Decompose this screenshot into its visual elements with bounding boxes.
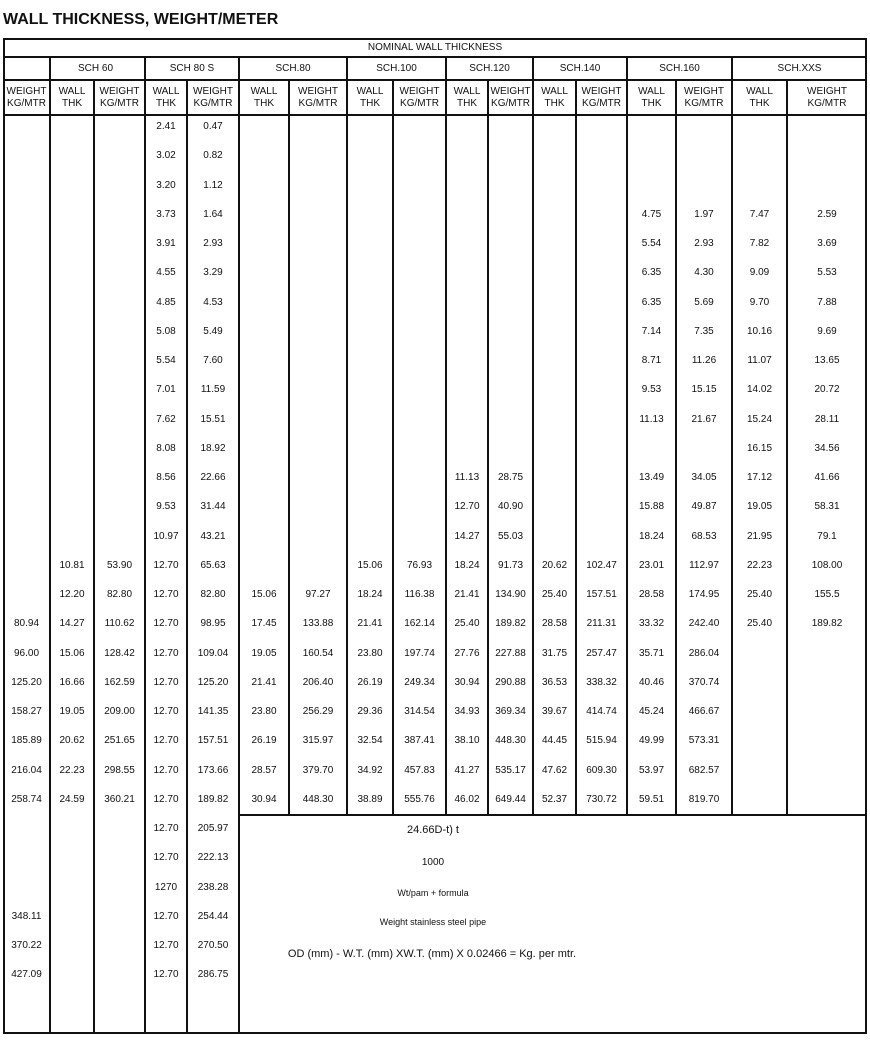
table-cell: 21.67: [691, 413, 717, 425]
table-cell: 40.90: [497, 501, 524, 513]
table-cell: 43.21: [200, 530, 226, 542]
table-cell: 7.01: [156, 384, 176, 396]
table-cell: 1.12: [203, 179, 223, 191]
table-cell: 31.44: [200, 501, 226, 513]
column-rule: [487, 80, 489, 815]
table-cell: 12.70: [153, 852, 179, 864]
table-cell: 3.20: [156, 179, 176, 191]
formula-note-2: 1000: [421, 857, 445, 868]
group-header-4: SCH.100: [376, 63, 417, 74]
table-cell: 79.1: [817, 530, 837, 542]
group-row-rule: [3, 79, 867, 81]
table-cell: 65.63: [200, 559, 226, 571]
table-cell: 174.95: [688, 589, 720, 600]
column-rule: [675, 80, 677, 815]
table-cell: 197.74: [404, 647, 435, 659]
table-cell: 7.82: [749, 238, 770, 249]
table-cell: 5.08: [156, 325, 176, 337]
table-cell: 16.15: [746, 442, 773, 454]
table-cell: 205.97: [197, 823, 229, 834]
table-cell: 41.66: [814, 472, 840, 483]
table-cell: 30.94: [251, 793, 277, 805]
table-cell: 8.71: [641, 355, 662, 366]
table-cell: 7.62: [156, 413, 176, 425]
table-cell: 58.31: [814, 501, 840, 513]
table-cell: 38.89: [357, 793, 383, 805]
group-header-5: SCH.120: [469, 63, 510, 74]
table-cell: 379.70: [302, 764, 334, 776]
table-cell: 242.40: [688, 618, 720, 630]
table-cell: 53.97: [638, 764, 665, 776]
table-cell: 28.58: [541, 618, 568, 630]
weight-header: WEIGHT KG/MTR: [490, 86, 531, 109]
weight-header: WEIGHT KG/MTR: [807, 86, 847, 109]
table-cell: 12.70: [153, 589, 179, 600]
table-cell: 34.56: [814, 442, 840, 454]
table-cell: 227.88: [495, 647, 526, 659]
table-cell: 15.06: [59, 647, 85, 659]
wall-thk-header: WALL THK: [453, 86, 481, 109]
table-cell: 19.05: [746, 501, 773, 513]
weight-header: WEIGHT KG/MTR: [684, 86, 724, 109]
table-cell: 32.54: [357, 735, 383, 747]
table-cell: 360.21: [104, 793, 135, 805]
table-cell: 28.58: [638, 589, 665, 600]
table-cell: 11.13: [639, 413, 664, 425]
table-cell: 25.40: [746, 618, 773, 630]
table-cell: 35.71: [638, 647, 665, 659]
table-cell: 53.90: [106, 559, 133, 571]
table-cell: 3.29: [203, 267, 223, 279]
table-cell: 2.41: [156, 121, 176, 132]
table-cell: 448.30: [302, 793, 334, 805]
table-cell: 47.62: [541, 764, 568, 776]
table-cell: 38.10: [454, 735, 480, 747]
table-cell: 116.38: [404, 589, 435, 600]
table-cell: 15.15: [691, 384, 717, 396]
table-cell: 15.06: [251, 589, 277, 600]
table-cell: 108.00: [811, 559, 843, 571]
table-cell: 5.49: [203, 325, 223, 337]
table-cell: 22.23: [59, 764, 85, 776]
table-cell: 12.70: [153, 764, 179, 776]
table-cell: 189.82: [811, 618, 843, 630]
table-cell: 3.69: [817, 238, 837, 249]
table-cell: 2.59: [817, 208, 837, 220]
table-cell: 23.80: [357, 647, 383, 659]
table-cell: 6.35: [641, 296, 662, 308]
table-cell: 97.27: [305, 589, 331, 600]
table-cell: 185.89: [11, 735, 42, 747]
table-cell: 0.82: [203, 150, 223, 162]
table-cell: 286.75: [197, 969, 229, 981]
table-cell: 34.05: [691, 472, 717, 483]
table-cell: 15.51: [200, 413, 226, 425]
table-cell: 286.04: [688, 647, 720, 659]
table-cell: 21.41: [357, 618, 383, 630]
formula-area-rule: [239, 814, 867, 816]
table-cell: 155.5: [814, 589, 840, 600]
table-cell: 0.47: [203, 121, 223, 132]
table-cell: 257.47: [586, 647, 617, 659]
table-cell: 9.70: [749, 296, 770, 308]
table-cell: 20.72: [814, 384, 840, 396]
group-header-2: SCH 80 S: [169, 63, 215, 74]
table-cell: 12.20: [59, 589, 85, 600]
table-cell: 28.75: [497, 472, 524, 483]
table-cell: 110.62: [104, 618, 135, 630]
weight-header: WEIGHT KG/MTR: [6, 86, 47, 109]
table-cell: 9.53: [156, 501, 176, 513]
table-cell: 10.16: [746, 325, 773, 337]
table-cell: 13.65: [814, 355, 840, 366]
table-cell: 251.65: [104, 735, 135, 747]
table-cell: 125.20: [11, 676, 42, 688]
table-cell: 33.32: [638, 618, 665, 630]
column-rule: [731, 57, 733, 815]
table-cell: 157.51: [586, 589, 617, 600]
weight-header: WEIGHT KG/MTR: [581, 86, 622, 109]
wall-thk-header: WALL THK: [356, 86, 384, 109]
table-cell: 4.30: [694, 267, 714, 279]
table-cell: 28.11: [814, 413, 840, 425]
table-cell: 12.70: [153, 618, 179, 630]
column-rule: [445, 57, 447, 815]
table-cell: 41.27: [454, 764, 480, 776]
table-cell: 162.14: [404, 618, 435, 630]
table-cell: 12.70: [153, 735, 179, 747]
table-cell: 160.54: [302, 647, 334, 659]
table-cell: 96.00: [13, 647, 40, 659]
group-header-7: SCH.160: [659, 63, 700, 74]
table-cell: 573.31: [688, 735, 720, 747]
table-cell: 98.95: [200, 618, 226, 630]
table-cell: 3.91: [156, 238, 176, 249]
table-cell: 7.47: [749, 208, 770, 220]
table-cell: 109.04: [197, 647, 229, 659]
table-cell: 9.69: [817, 325, 837, 337]
table-cell: 7.88: [817, 296, 837, 308]
table-cell: 25.40: [541, 589, 568, 600]
table-cell: 30.94: [454, 676, 480, 688]
table-cell: 414.74: [586, 706, 617, 717]
table-cell: 15.06: [357, 559, 383, 571]
table-cell: 3.73: [156, 208, 176, 220]
table-cell: 609.30: [586, 764, 617, 776]
column-rule: [575, 80, 577, 815]
wall-thk-header: WALL THK: [638, 86, 665, 109]
table-cell: 7.60: [203, 355, 223, 366]
table-cell: 4.55: [156, 267, 176, 279]
table-cell: 10.97: [153, 530, 179, 542]
table-cell: 254.44: [197, 910, 229, 922]
table-cell: 34.92: [357, 764, 383, 776]
table-cell: 298.55: [104, 764, 135, 776]
table-cell: 682.57: [688, 764, 720, 776]
table-cell: 4.85: [156, 296, 176, 308]
table-cell: 21.95: [746, 530, 773, 542]
table-cell: 133.88: [302, 618, 334, 630]
table-cell: 28.57: [251, 764, 277, 776]
table-cell: 134.90: [495, 589, 526, 600]
table-cell: 12.70: [153, 969, 179, 981]
table-cell: 36.53: [541, 676, 568, 688]
table-cell: 26.19: [251, 735, 277, 747]
table-cell: 31.75: [541, 647, 568, 659]
table-cell: 102.47: [586, 559, 617, 571]
table-cell: 387.41: [404, 735, 435, 747]
table-cell: 448.30: [495, 735, 526, 747]
table-cell: 125.20: [197, 676, 229, 688]
table-cell: 369.34: [495, 706, 526, 717]
table-cell: 128.42: [104, 647, 135, 659]
table-cell: 18.92: [200, 442, 226, 454]
table-cell: 52.37: [541, 793, 568, 805]
wall-thk-header: WALL THK: [250, 86, 278, 109]
table-cell: 23.01: [638, 559, 665, 571]
table-cell: 370.22: [11, 940, 42, 951]
table-cell: 158.27: [11, 706, 42, 717]
table-cell: 12.70: [153, 823, 179, 834]
table-cell: 157.51: [197, 735, 229, 747]
group-header-6: SCH.140: [559, 63, 601, 74]
table-cell: 12.70: [454, 501, 480, 513]
table-cell: 49.99: [638, 735, 665, 747]
weight-header: WEIGHT KG/MTR: [99, 86, 140, 109]
table-cell: 19.05: [59, 706, 85, 717]
table-cell: 14.02: [746, 384, 773, 396]
table-cell: 17.45: [251, 618, 277, 630]
table-cell: 91.73: [497, 559, 524, 571]
table-cell: 11.07: [747, 355, 772, 366]
table-cell: 11.26: [691, 355, 717, 366]
table-cell: 21.41: [454, 589, 480, 600]
table-cell: 22.66: [200, 472, 226, 483]
table-cell: 21.41: [251, 676, 277, 688]
table-cell: 20.62: [541, 559, 568, 571]
formula-note-3: Wt/pam + formula: [397, 888, 469, 898]
table-cell: 141.35: [197, 706, 229, 717]
table-cell: 112.97: [689, 559, 719, 571]
table-cell: 59.51: [638, 793, 665, 805]
table-cell: 730.72: [586, 793, 617, 805]
table-cell: 173.66: [197, 764, 229, 776]
group-header-3: SCH.80: [275, 63, 311, 74]
column-rule: [288, 80, 290, 815]
table-cell: 338.32: [586, 676, 617, 688]
table-cell: 222.13: [197, 852, 229, 864]
table-cell: 270.50: [197, 940, 229, 951]
table-cell: 26.19: [357, 676, 383, 688]
table-cell: 68.53: [691, 530, 717, 542]
formula-note-1: 24.66D-t) t: [407, 824, 459, 836]
column-rule: [49, 57, 51, 1034]
table-cell: 555.76: [404, 793, 435, 805]
table-cell: 162.59: [104, 676, 135, 688]
table-cell: 189.82: [495, 618, 526, 630]
table-cell: 82.80: [200, 589, 226, 600]
table-cell: 45.24: [638, 706, 665, 717]
table-cell: 290.88: [495, 676, 526, 688]
table-cell: 9.09: [749, 267, 770, 279]
table-cell: 819.70: [688, 793, 720, 805]
page-title: WALL THICKNESS, WEIGHT/METER: [3, 11, 279, 28]
table-cell: 18.24: [357, 589, 383, 600]
table-cell: 427.09: [11, 969, 42, 981]
table-cell: 12.70: [153, 706, 179, 717]
formula-note-4: Weight stainless steel pipe: [379, 917, 487, 927]
table-cell: 2.93: [694, 238, 714, 249]
table-cell: 649.44: [495, 793, 526, 805]
table-cell: 12.70: [153, 676, 179, 688]
table-cell: 19.05: [251, 647, 277, 659]
nominal-wall-thickness-label: NOMINAL WALL THICKNESS: [367, 42, 503, 53]
table-cell: 457.83: [404, 764, 435, 776]
weight-header: WEIGHT KG/MTR: [399, 86, 440, 109]
table-cell: 14.27: [454, 530, 480, 542]
table-cell: 3.02: [156, 150, 176, 162]
table-cell: 206.40: [302, 676, 334, 688]
table-cell: 11.59: [200, 384, 226, 396]
table-cell: 16.66: [59, 676, 85, 688]
table-cell: 49.87: [691, 501, 717, 513]
table-cell: 23.80: [251, 706, 277, 717]
table-cell: 348.11: [11, 910, 42, 922]
table-cell: 9.53: [641, 384, 662, 396]
wall-thk-header: WALL THK: [746, 86, 773, 109]
table-cell: 27.76: [454, 647, 480, 659]
table-cell: 8.56: [156, 472, 176, 483]
table-cell: 256.29: [302, 706, 334, 717]
table-cell: 515.94: [586, 735, 617, 747]
column-rule: [346, 57, 348, 815]
table-cell: 22.23: [746, 559, 773, 571]
table-cell: 44.45: [541, 735, 568, 747]
table-cell: 15.24: [746, 413, 773, 425]
table-cell: 12.70: [153, 793, 179, 805]
table-cell: 2.93: [203, 238, 223, 249]
column-rule: [532, 57, 534, 815]
table-cell: 314.54: [404, 706, 435, 717]
column-rule: [93, 80, 95, 1034]
table-cell: 315.97: [302, 735, 334, 747]
table-cell: 82.80: [106, 589, 133, 600]
table-cell: 25.40: [746, 589, 773, 600]
table-cell: 8.08: [156, 442, 176, 454]
table-cell: 12.70: [153, 559, 179, 571]
table-cell: 5.54: [641, 238, 662, 249]
nominal-row-rule: [3, 56, 867, 58]
table-cell: 211.31: [586, 618, 617, 630]
table-cell: 14.27: [59, 618, 85, 630]
table-cell: 238.28: [197, 881, 229, 893]
table-cell: 25.40: [454, 618, 480, 630]
table-cell: 29.36: [357, 706, 383, 717]
table-cell: 15.88: [638, 501, 665, 513]
table-cell: 18.24: [454, 559, 480, 571]
table-cell: 209.00: [104, 706, 135, 717]
table-cell: 1.64: [203, 208, 223, 220]
table-cell: 17.12: [746, 472, 773, 483]
table-cell: 12.70: [153, 910, 179, 922]
table-cell: 5.69: [694, 296, 714, 308]
table-cell: 216.04: [11, 764, 42, 776]
table-cell: 39.67: [541, 706, 568, 717]
table-cell: 11.13: [454, 472, 480, 483]
column-rule: [392, 80, 394, 815]
weight-header: WEIGHT KG/MTR: [193, 86, 233, 109]
subheader-row-rule: [3, 114, 867, 116]
table-cell: 5.54: [156, 355, 176, 366]
table-cell: 55.03: [497, 530, 524, 542]
table-cell: 466.67: [688, 706, 720, 717]
table-cell: 535.17: [495, 764, 526, 776]
table-cell: 4.75: [641, 208, 662, 220]
table-cell: 76.93: [406, 559, 433, 571]
table-cell: 370.74: [688, 676, 720, 688]
table-cell: 1270: [154, 881, 178, 893]
group-header-1: SCH 60: [77, 63, 113, 74]
column-rule: [626, 57, 628, 815]
table-cell: 258.74: [11, 793, 42, 805]
table-cell: 12.70: [153, 647, 179, 659]
table-cell: 7.14: [641, 325, 662, 337]
table-cell: 5.53: [817, 267, 837, 279]
table-cell: 6.35: [641, 267, 662, 279]
wall-thk-header: WALL THK: [541, 86, 568, 109]
table-cell: 12.70: [153, 940, 179, 951]
table-cell: 10.81: [59, 559, 85, 571]
table-cell: 189.82: [197, 793, 229, 805]
table-cell: 40.46: [638, 676, 665, 688]
table-cell: 4.53: [203, 296, 223, 308]
wall-thk-header: WALL THK: [58, 86, 86, 109]
table-cell: 18.24: [638, 530, 665, 542]
table-cell: 13.49: [638, 472, 665, 483]
table-cell: 46.02: [454, 793, 480, 805]
table-cell: 249.34: [404, 676, 435, 688]
table-cell: 80.94: [13, 618, 40, 630]
table-cell: 24.59: [59, 793, 85, 805]
group-header-8: SCH.XXS: [777, 63, 822, 74]
weight-header: WEIGHT KG/MTR: [298, 86, 338, 109]
table-cell: 20.62: [59, 735, 85, 747]
formula-note-5: OD (mm) - W.T. (mm) XW.T. (mm) X 0.02466 = Kg. per mtr.: [287, 948, 577, 960]
table-cell: 34.93: [454, 706, 480, 717]
table-cell: 7.35: [694, 325, 714, 337]
wall-thk-header: WALL THK: [152, 86, 180, 109]
table-cell: 1.97: [694, 208, 714, 220]
